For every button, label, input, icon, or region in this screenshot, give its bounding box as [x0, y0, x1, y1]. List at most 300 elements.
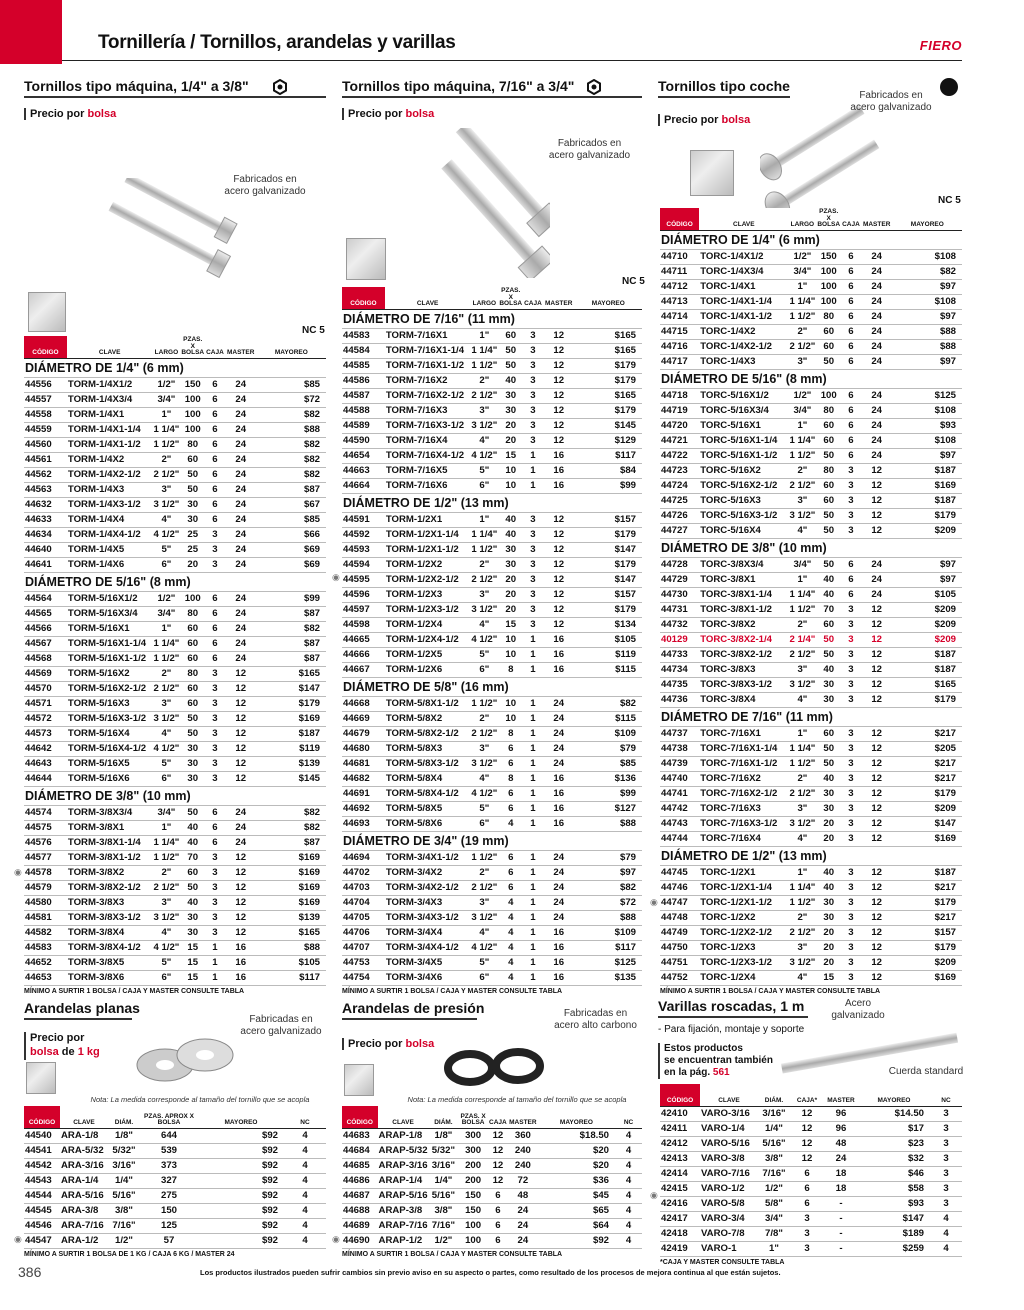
table-row [24, 910, 326, 925]
table-cell: 6 [841, 249, 861, 264]
table-cell: 44643 [24, 756, 67, 771]
table-cell: 2" [788, 324, 816, 339]
table-cell: 12 [543, 358, 575, 373]
table-row [342, 328, 642, 343]
table-cell: 44572 [24, 711, 67, 726]
table-row [660, 741, 962, 756]
column-header: CAJA [523, 287, 543, 309]
table-cell: 5/8" [758, 1196, 790, 1211]
table-row [660, 1136, 962, 1151]
table-cell: 12 [861, 463, 893, 478]
table-cell: 50 [816, 647, 841, 662]
table-row [342, 816, 642, 831]
table-cell: 12 [861, 662, 893, 677]
table-cell: 150 [458, 1203, 488, 1218]
table-cell: 3 1/2" [152, 711, 180, 726]
table-cell: TORM-7/16X3 [385, 403, 471, 418]
table-row [660, 1166, 962, 1181]
table-cell: 3 1/2" [152, 910, 180, 925]
table-row [342, 587, 642, 602]
table-cell: 60 [816, 339, 841, 354]
table-cell: 1 1/2" [788, 309, 816, 324]
table-cell: 4" [788, 970, 816, 985]
table-cell: 44733 [660, 647, 699, 662]
column-header: MAYOREO [893, 208, 962, 230]
table-cell: 42410 [660, 1106, 700, 1121]
table-cell: 44562 [24, 467, 67, 482]
table-cell: 6 [841, 388, 861, 403]
table-cell: 24 [225, 621, 257, 636]
table-cell: 20 [498, 587, 523, 602]
table-cell: $97 [893, 557, 962, 572]
table-cell: 60 [816, 726, 841, 741]
table-cell: 10 [498, 478, 523, 493]
table-row [660, 617, 962, 632]
table-cell: 3 [841, 463, 861, 478]
table-cell: 1 1/2" [788, 895, 816, 910]
material-note: Acero galvanizado [831, 998, 885, 1021]
table-row [342, 711, 642, 726]
table-cell: 44573 [24, 726, 67, 741]
table-row [24, 925, 326, 940]
table-cell: 44692 [342, 801, 385, 816]
table-cell: TORM-1/4X5 [67, 542, 153, 557]
table-cell: 2 1/2" [470, 572, 498, 587]
table-row [24, 621, 326, 636]
table-cell: 100 [180, 591, 205, 606]
table-cell: 20 [498, 433, 523, 448]
table-cell: 44707 [342, 940, 385, 955]
price-table [24, 336, 326, 986]
table-cell: 40 [816, 865, 841, 880]
table-row [342, 463, 642, 478]
table-cell: 50 [498, 358, 523, 373]
column-header: LARGO [470, 287, 498, 309]
table-cell: 1/2" [429, 1233, 459, 1248]
table-cell: 6 [205, 805, 225, 820]
table-cell: 300 [458, 1128, 488, 1143]
table-cell: ARAP-1/4 [378, 1173, 429, 1188]
table-cell: 80 [180, 666, 205, 681]
table-cell: 1 [523, 647, 543, 662]
table-cell: TORC-1/2X2 [699, 910, 788, 925]
table-cell: TORM-5/16X3/4 [67, 606, 153, 621]
table-cell: 1 1/2" [788, 602, 816, 617]
table-cell: 1/4" [758, 1121, 790, 1136]
table-cell: TORM-3/8X6 [67, 970, 153, 985]
material-note: Fabricados en acero galvanizado [548, 138, 631, 161]
table-cell: 150 [816, 249, 841, 264]
table-cell: $165 [257, 925, 326, 940]
table-cell: 16 [543, 925, 575, 940]
table-cell: $179 [893, 940, 962, 955]
table-cell: $127 [575, 801, 642, 816]
table-cell: 1/2" [152, 591, 180, 606]
table-cell: 24 [861, 418, 893, 433]
table-cell: 44583 [24, 940, 67, 955]
table-cell: 100 [816, 279, 841, 294]
table-cell: 4 [615, 1203, 642, 1218]
table-cell: 3 [841, 940, 861, 955]
table-row [342, 542, 642, 557]
table-cell: 24 [543, 880, 575, 895]
table-cell: $189 [858, 1226, 930, 1241]
table-cell: 3 [205, 542, 225, 557]
table-cell: 12 [861, 523, 893, 538]
table-row [342, 1158, 642, 1173]
nc-label: NC 5 [302, 325, 325, 336]
table-row [342, 1143, 642, 1158]
table-cell: 44564 [24, 591, 67, 606]
table-cell: 44724 [660, 478, 699, 493]
table-col3 [660, 208, 962, 995]
table-cell: 42413 [660, 1151, 700, 1166]
table-cell: 24 [861, 403, 893, 418]
price-unit: Precio por bolsa [342, 108, 642, 120]
table-cell: 12 [543, 418, 575, 433]
table-cell: $117 [575, 940, 642, 955]
table-row [24, 955, 326, 970]
table-cell: 16 [543, 970, 575, 985]
table-row [660, 339, 962, 354]
table-cell: $36 [538, 1173, 615, 1188]
table-arandelas [24, 1106, 326, 1258]
table-cell: 3 [841, 617, 861, 632]
table-cell: TORC-1/4X1 [699, 279, 788, 294]
table-cell: 12 [861, 925, 893, 940]
table-row [342, 343, 642, 358]
table-cell: 1 [523, 925, 543, 940]
table-row [24, 422, 326, 437]
round-head-icon [940, 78, 958, 96]
table-row [24, 1173, 326, 1188]
table-cell: 50 [180, 880, 205, 895]
table-cell: 44683 [342, 1128, 378, 1143]
table-cell: $157 [575, 587, 642, 602]
table-cell: 30 [816, 895, 841, 910]
table-cell: 44563 [24, 482, 67, 497]
table-cell: 3 [930, 1181, 962, 1196]
table-cell: $67 [257, 497, 326, 512]
table-cell: $217 [893, 880, 962, 895]
machine-screw-image [420, 128, 550, 278]
column-header: CAJA [488, 1106, 508, 1128]
table-cell: TORC-7/16X1 [699, 726, 788, 741]
table-cell: 12 [543, 557, 575, 572]
diameter-heading [660, 707, 962, 726]
footnote: MÍNIMO A SURTIR 1 BOLSA / CAJA Y MASTER CONSULTE TABLA [24, 987, 245, 995]
table-cell: 96 [824, 1121, 858, 1136]
table-cell: 44641 [24, 557, 67, 572]
table-cell: 3 [841, 786, 861, 801]
table-cell: VARO-3/4 [700, 1211, 758, 1226]
table-cell: 2" [152, 865, 180, 880]
table-cell: 44585 [342, 358, 385, 373]
table-cell: 3 [205, 696, 225, 711]
table-cell: 12 [225, 895, 257, 910]
table-cell: 12 [861, 741, 893, 756]
table-cell: 1" [152, 621, 180, 636]
table-cell: TORM-7/16X2-1/2 [385, 388, 471, 403]
table-cell: 4 [615, 1173, 642, 1188]
table-cell: 60 [180, 452, 205, 467]
table-cell: 3/4" [152, 805, 180, 820]
table-cell: 60 [180, 621, 205, 636]
table-cell: 60 [180, 636, 205, 651]
table-cell: 240 [508, 1143, 538, 1158]
column-header: CAJA [205, 336, 225, 358]
table-cell: 44731 [660, 602, 699, 617]
table-cell: 50 [180, 467, 205, 482]
table-cell: 3 [205, 880, 225, 895]
table-cell: 44691 [342, 786, 385, 801]
table-cell: 6 [205, 467, 225, 482]
table-cell: 60 [498, 328, 523, 343]
table-row [24, 452, 326, 467]
table-row [24, 940, 326, 955]
table-cell: 44571 [24, 696, 67, 711]
table-cell: $69 [257, 557, 326, 572]
table-cell: 2 1/2" [152, 681, 180, 696]
table-cell: $64 [538, 1218, 615, 1233]
table-cell: $79 [575, 850, 642, 865]
table-cell: 30 [180, 512, 205, 527]
table-cell: 12 [861, 771, 893, 786]
tbl [342, 287, 642, 986]
tbl [24, 1106, 326, 1249]
table-cell: 15 [498, 448, 523, 463]
column-header: CLAVE [60, 1106, 108, 1128]
table-cell: $97 [893, 309, 962, 324]
table-row [24, 467, 326, 482]
diameter-title: DIÁMETRO DE 1/4" (6 mm) [660, 230, 962, 249]
footnote: MÍNIMO A SURTIR 1 BOLSA DE 1 KG / CAJA 6 KG / MASTER 24 [24, 1250, 235, 1258]
table-cell: 20 [180, 557, 205, 572]
table-cell: 44586 [342, 373, 385, 388]
table-cell: 1" [152, 820, 180, 835]
table-cell: 4 [498, 816, 523, 831]
tbl [24, 336, 326, 986]
table-cell: 1/2" [152, 377, 180, 392]
table-row [342, 756, 642, 771]
column-header: CLAVE [67, 336, 153, 358]
table-cell: 50 [180, 726, 205, 741]
table-cell: $179 [575, 373, 642, 388]
table-cell: 44665 [342, 632, 385, 647]
section-title: Tornillos tipo máquina, 1/4" a 3/8" [24, 78, 326, 98]
table-cell: 1/2" [788, 388, 816, 403]
table-cell: 24 [861, 433, 893, 448]
table-cell: $87 [257, 606, 326, 621]
column-header: PZAS. X BOLSA [817, 208, 841, 228]
price-table [24, 1106, 326, 1249]
table-row [342, 557, 642, 572]
table-cell: 44574 [24, 805, 67, 820]
footnote: MÍNIMO A SURTIR 1 BOLSA / CAJA Y MASTER CONSULTE TABLA [342, 987, 563, 995]
table-cell: $134 [575, 617, 642, 632]
table-cell: TORC-7/16X4 [699, 831, 788, 846]
table-cell: 4 1/2" [470, 940, 498, 955]
table-cell: 3 1/2" [788, 955, 816, 970]
column-header: DIÁM. [429, 1106, 459, 1128]
diameter-heading [660, 230, 962, 249]
table-cell: TORC-1/4X2 [699, 324, 788, 339]
table-cell: 4" [152, 925, 180, 940]
table-cell: 2 1/2" [152, 880, 180, 895]
table-cell: TORM-5/8X2-1/2 [385, 726, 471, 741]
diameter-heading [24, 786, 326, 805]
table-cell: 25 [180, 527, 205, 542]
table-cell: 1/4" [108, 1173, 140, 1188]
table-cell: 1 [523, 756, 543, 771]
table-cell: 20 [816, 955, 841, 970]
diameter-heading [342, 831, 642, 850]
table-cell: TORC-5/16X1-1/4 [699, 433, 788, 448]
table-cell: TORC-1/4X3 [699, 354, 788, 369]
table-cell: $259 [858, 1241, 930, 1256]
table-cell: $99 [575, 478, 642, 493]
table-cell: 6 [205, 422, 225, 437]
table-cell: VARO-1/2 [700, 1181, 758, 1196]
table-cell: 16 [543, 478, 575, 493]
table-cell: 5/16" [758, 1136, 790, 1151]
table-cell: 44592 [342, 527, 385, 542]
table-cell: TORM-3/4X2 [385, 865, 471, 880]
table-cell: 12 [543, 403, 575, 418]
table-cell: 12 [790, 1106, 824, 1121]
table-cell: 1/2" [758, 1181, 790, 1196]
table-cell: 20 [498, 418, 523, 433]
table-cell: 16 [543, 771, 575, 786]
table-cell: 539 [140, 1143, 198, 1158]
table-cell: 3 [930, 1121, 962, 1136]
table-cell: 44751 [660, 955, 699, 970]
table-row [24, 681, 326, 696]
table-cell: 3 [523, 433, 543, 448]
table-cell: 12 [861, 910, 893, 925]
table-row [342, 433, 642, 448]
table-cell: 275 [140, 1188, 198, 1203]
table-cell: 12 [861, 632, 893, 647]
table-cell: 24 [225, 805, 257, 820]
table-cell: 24 [543, 850, 575, 865]
table-row [342, 1128, 642, 1143]
table-cell: ARAP-3/8 [378, 1203, 429, 1218]
table-cell: 5/16" [429, 1188, 459, 1203]
table-cell: TORC-3/8X2-1/2 [699, 647, 788, 662]
diameter-heading [660, 846, 962, 865]
table-cell: ARAP-3/16 [378, 1158, 429, 1173]
table-row [660, 692, 962, 707]
page-number: 386 [18, 1264, 42, 1280]
table-cell: 1 [523, 771, 543, 786]
table-cell: $179 [575, 403, 642, 418]
table-cell: 12 [225, 726, 257, 741]
table-cell: $105 [893, 587, 962, 602]
table-cell: 15 [180, 955, 205, 970]
table-cell: 44634 [24, 527, 67, 542]
table-cell: 1 1/4" [470, 343, 498, 358]
table-row [24, 1158, 326, 1173]
diameter-title: DIÁMETRO DE 7/16" (11 mm) [342, 309, 642, 328]
table-cell: 44714 [660, 309, 699, 324]
table-cell: 6 [205, 621, 225, 636]
table-cell: TORM-3/4X4 [385, 925, 471, 940]
table-cell: 16 [543, 463, 575, 478]
table-cell: 1 [523, 801, 543, 816]
table-cell: 3" [152, 895, 180, 910]
table-cell: 6 [205, 482, 225, 497]
table-cell: 6" [470, 478, 498, 493]
table-cell: 24 [824, 1151, 858, 1166]
table-cell: ARA-1/2 [60, 1233, 108, 1248]
table-cell: 44689 [342, 1218, 378, 1233]
diameter-title: DIÁMETRO DE 3/8" (10 mm) [24, 786, 326, 805]
table-cell: $169 [893, 970, 962, 985]
table-cell: ARA-5/16 [60, 1188, 108, 1203]
table-cell: $145 [257, 771, 326, 786]
table-cell: 30 [180, 756, 205, 771]
product-bag-image [344, 1064, 374, 1096]
table-cell: 44740 [660, 771, 699, 786]
nc-label: NC 5 [938, 195, 961, 206]
table-cell: 2" [788, 771, 816, 786]
table-cell: 3 [841, 925, 861, 940]
table-cell: 3" [788, 801, 816, 816]
table-cell: $87 [257, 636, 326, 651]
table-cell: 12 [861, 692, 893, 707]
price-unit: Precio por bolsa de 1 kg [24, 1032, 326, 1060]
table-cell: 6 [841, 339, 861, 354]
column-header: MAYOREO [538, 1106, 615, 1128]
table-cell: TORM-5/8X4-1/2 [385, 786, 471, 801]
table-cell: 30 [816, 801, 841, 816]
table-cell: TORC-3/8X3/4 [699, 557, 788, 572]
table-cell: 6 [841, 264, 861, 279]
table-cell: 44543 [24, 1173, 60, 1188]
table-cell: 3 [205, 756, 225, 771]
table-cell: 40 [816, 880, 841, 895]
table-cell: 24 [861, 249, 893, 264]
table-cell: $139 [257, 910, 326, 925]
table-cell: 1 1/4" [152, 835, 180, 850]
table-cell: 44745 [660, 865, 699, 880]
table-cell: 57 [140, 1233, 198, 1248]
table-cell: 12 [488, 1128, 508, 1143]
table-cell: 44736 [660, 692, 699, 707]
table-cell: $165 [893, 677, 962, 692]
table-cell: $157 [893, 925, 962, 940]
table-cell: $92 [198, 1143, 284, 1158]
table-cell: 24 [543, 741, 575, 756]
table-row [660, 970, 962, 985]
table-cell: TORM-3/4X6 [385, 970, 471, 985]
table-cell: 80 [180, 437, 205, 452]
table-cell: 3 [523, 542, 543, 557]
table-cell: 50 [816, 557, 841, 572]
table-cell: 44723 [660, 463, 699, 478]
column-header: PZAS. APROX X BOLSA [140, 1106, 198, 1128]
table-cell: $179 [575, 557, 642, 572]
table-cell: $187 [893, 463, 962, 478]
table-cell: 12 [861, 940, 893, 955]
table-row [660, 433, 962, 448]
table-cell: 1 1/4" [788, 433, 816, 448]
table-cell: 1 [523, 970, 543, 985]
table-cell: 4 [615, 1128, 642, 1143]
table-cell: 3 1/2" [470, 756, 498, 771]
table-cell: $82 [575, 880, 642, 895]
